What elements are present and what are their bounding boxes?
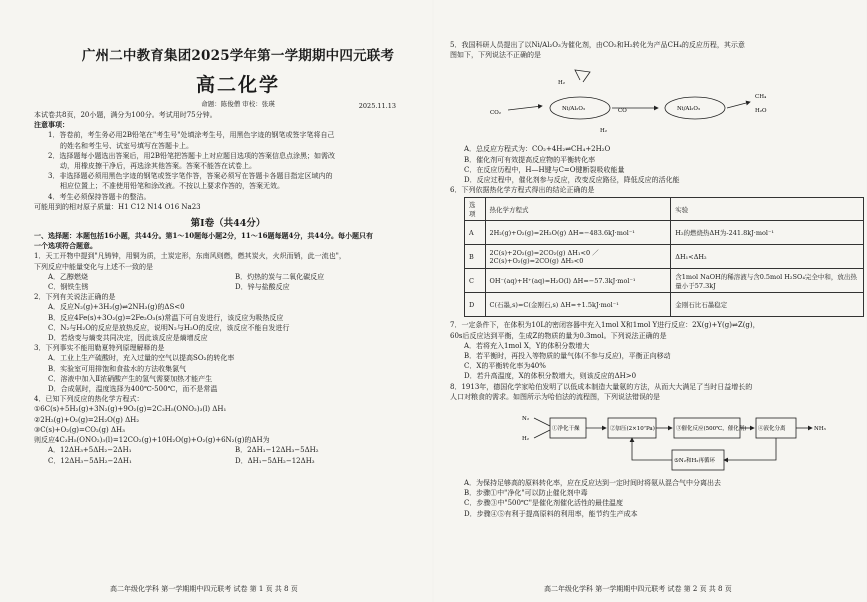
table-row — [465, 245, 864, 269]
exam-date: 2025.11.13 — [358, 102, 396, 110]
equation: ②2H₂(g)+O₂(g)=2H₂O(g) ΔH₂ — [34, 415, 140, 424]
notice-line: 2．选择题每小题选出答案后，用2B铅笔把答题卡上对应题目选项的答案信息点涂黑；如需改 — [48, 151, 336, 160]
option: D．ΔH₁−5ΔH₂−12ΔH₃ — [235, 456, 315, 465]
option: A．总反应方程式为：CO₂+4H₂⇌CH₄+2H₂O — [464, 145, 611, 154]
option: C．步骤③中"500℃"是催化剂催化活性的最佳温度 — [464, 499, 623, 508]
question-1-cont: 下列反应中能量变化与上述不一致的是 — [34, 262, 153, 271]
section-heading: 第Ⅰ卷（共44分） — [190, 218, 266, 230]
table-cell: H₂的燃烧热ΔH为-241.8kJ·mol⁻¹ — [671, 221, 864, 245]
table-header — [465, 198, 864, 221]
question-1: 1．天工开物中提到"凡铸钟，用铜为质，土炭定形，东南风则燃，燃其炭火，火炽而销，此一流也"， — [34, 252, 346, 261]
question-8-cont: 人口对粮食的需求。如图所示为哈伯法的流程图，下列说法错误的是 — [450, 392, 660, 401]
question-7: 7．一定条件下，在体积为10L的密闭容器中充入1mol X和1mol Y进行反应：2X(g)+Y(g)⇌Z(g)， — [450, 321, 760, 330]
option: C．钢铁生锈 — [48, 283, 89, 292]
question-3: 3．下列事实不能用勒夏特列原理解释的是 — [34, 344, 165, 353]
option: D．合成氨时，温度选择为400℃-500℃，而不是常温 — [48, 385, 218, 394]
question-2: 2．下列有关说法正确的是 — [34, 293, 116, 302]
question-4-cont: 则反应4C₃H₅(ONO₂)₃(l)=12CO₂(g)+10H₂O(g)+O₂(g)+6N₂(g)的ΔH为 — [34, 436, 270, 445]
option: B．若平衡时，再投入等物质的量气体(不参与反应)，平衡正向移动 — [464, 352, 671, 361]
exam-title: 广州二中教育集团2025学年第一学期期中四元联考 — [81, 48, 395, 64]
diagram-label: Ni/Al₂O₃ — [677, 106, 701, 113]
question-5: 5．我国科研人员提出了以Ni/Al₂O₃为催化剂，由CO₂和H₂转化为产品CH₄的反应历程，其示意 — [450, 41, 745, 49]
diagram-label: CO — [618, 108, 627, 115]
flame-icon — [575, 70, 590, 82]
option: A．反应N₂(g)+3H₂(g)⇌2NH₃(g)的ΔS<0 — [48, 303, 185, 312]
diagram-label: Ni/Al₂O₃ — [562, 106, 586, 113]
option: C．N₂与H₂O的反应是放热反应，说明N₂与H₂O的反应，该反应不能自发进行 — [48, 323, 290, 332]
flow-label: N₂ — [522, 416, 530, 423]
table-row — [465, 293, 864, 317]
question-8: 8．1913年，德国化学家哈伯发明了以低成本制造大量氨的方法，从而大大满足了当时日益增长的 — [450, 382, 753, 391]
table-cell: 2C(s)+2O₂(g)=2CO₂(g) ΔH₁<0 ／ 2C(s)+O₂(g)=2CO(g) ΔH₂<0 — [485, 245, 671, 269]
notice-head: 注意事项： — [34, 120, 69, 130]
table-cell: B — [465, 245, 486, 269]
page-2 — [434, 0, 866, 602]
notice-line: 的姓名和考生号、试室号填写在答题卡上。 — [60, 141, 193, 150]
flow-label: ②加压(2×10⁷Pa) — [610, 426, 655, 433]
equation: ③C(s)+O₂(g)=CO₂(g) ΔH₃ — [34, 425, 125, 434]
flowchart-svg — [450, 406, 850, 476]
table-header-cell: 实验 — [671, 198, 864, 221]
table-cell: ΔH₁<ΔH₂ — [671, 245, 864, 269]
part-instructions: 一、选择题：本题包括16小题，共44分。第1～10题每小题2分，11～16题每题4分，共44分。每小题只有 — [34, 231, 374, 241]
page-footer: 高二年级化学科 第一学期期中四元联考 试卷 第 2 页 共 8 页 — [544, 585, 732, 593]
table-cell: OH⁻(aq)+H⁺(aq)=H₂O(l) ΔH=−57.3kJ·mol⁻¹ — [485, 269, 671, 293]
option: B．反应4Fe(s)+3O₂(g)=2Fe₂O₃(s)常温下可自发进行，该反应为吸热反应 — [48, 313, 284, 322]
question-1-options — [34, 272, 422, 292]
option: B．2ΔH₁−12ΔH₃−5ΔH₂ — [235, 446, 319, 455]
flow-label: H₂ — [522, 436, 530, 443]
diagram-label: CO₂ — [490, 110, 501, 117]
flow-label: ①净化干燥 — [552, 426, 580, 433]
table-row — [465, 269, 864, 293]
option: A．12ΔH₃+5ΔH₂−2ΔH₁ — [48, 446, 132, 455]
flow-label: NH₃ — [814, 426, 826, 433]
author-line: 命题：陈俊僧 审校：张瑛 — [201, 100, 275, 108]
diagram-label: H₂O — [755, 108, 767, 115]
table-header-cell: 选项 — [465, 198, 486, 221]
intro: 本试卷共8页，20小题，满分为100分。考试用时75分钟。 — [34, 111, 217, 119]
notice-line: 1．答卷前，考生务必用2B铅笔在"考生号"处填涂考生号，用黑色字迹的钢笔或签字笔将自己 — [48, 131, 335, 140]
option: C．溶液中加入Ⅱ浓硝酸产生的氢气需要加热才能产生 — [48, 374, 213, 383]
table-cell: D — [465, 293, 486, 317]
option: A．若将充入1mol X，Y的体积分数增大 — [464, 341, 590, 350]
table-cell: 2H₂(g)+O₂(g)=2H₂O(g) ΔH=−483.6kJ·mol⁻¹ — [485, 221, 671, 245]
notice-line: 4．考生必须保持答题卡的整洁。 — [48, 192, 151, 201]
page-footer: 高二年级化学科 第一学期期中四元联考 试卷 第 1 页 共 8 页 — [110, 585, 298, 593]
option: B．催化剂可有效提高反应物的平衡转化率 — [464, 155, 596, 164]
flow-label: ④液化分离 — [758, 426, 786, 433]
part-instructions-cont: 一个选项符合题意。 — [34, 241, 97, 251]
notice-line: 动，用橡皮擦干净后，再选涂其他答案。答案不能答在试卷上。 — [60, 162, 256, 171]
option: D．步骤④⑤有利于提高原料的利用率，能节约生产成本 — [464, 509, 638, 518]
option: A．工业上生产硫酸时，充入过量的空气以提高SO₂的转化率 — [48, 354, 235, 363]
diagram-label: H₂ — [600, 128, 608, 135]
option: C．在反应历程中，H—H键与C=O键断裂吸收能量 — [464, 165, 625, 174]
table-cell: A — [465, 221, 486, 245]
option: A．乙醇燃烧 — [48, 272, 89, 281]
table-cell: C(石墨,s)=C(金刚石,s) ΔH=+1.5kJ·mol⁻¹ — [485, 293, 671, 317]
table-cell: 含1mol NaOH的稀溶液与含0.5mol H₂SO₄完全中和，放出热量小于57.3kJ — [671, 269, 864, 293]
mechanism-svg — [450, 62, 850, 142]
atomic-mass: 可能用到的相对原子质量：H1 C12 N14 O16 Na23 — [34, 202, 201, 211]
question-4: 4．已知下列反应的热化学方程式： — [34, 395, 144, 404]
option: A．为保持足够高的原料转化率，应在反应达到一定时间时将氨从混合气中分离出去 — [464, 479, 722, 488]
diagram-label: H₂ — [558, 80, 566, 87]
table-row — [465, 221, 864, 245]
notice-line: 相应位置上；不准使用铅笔和涂改液。不按以上要求作答的，答案无效。 — [60, 182, 284, 191]
question-6: 6．下列依据热化学方程式得出的结论正确的是 — [450, 186, 595, 195]
haber-process-flowchart — [450, 406, 854, 476]
equation: ①6C(s)+5H₂(g)+3N₂(g)+9O₂(g)=2C₃H₅(ONO₂)₃(l) ΔH₁ — [34, 405, 227, 414]
option: B．步骤①中"净化"可以防止催化剂中毒 — [464, 489, 588, 498]
option: D．若焓变与熵变共同决定，因此该反应是熵增反应 — [48, 334, 208, 343]
question-4-options — [34, 445, 422, 465]
option: D．锌与盐酸反应 — [235, 283, 290, 292]
option: D．反应过程中，催化剂参与反应，改变反应路径，降低反应的活化能 — [464, 176, 680, 185]
question-7-cont: 60s后反应达到平衡，生成Z的物质的量为0.3mol。下列说法正确的是 — [450, 331, 667, 340]
notice-line: 3．非选择题必须用黑色字迹的钢笔或签字笔作答，答案必须写在答题卡各题目指定区域内的 — [48, 172, 333, 181]
page-1 — [0, 0, 432, 602]
option: C．12ΔH₃−5ΔH₂−2ΔH₁ — [48, 456, 132, 465]
diagram-label: CH₄ — [755, 94, 767, 101]
table-cell: 金刚石比石墨稳定 — [671, 293, 864, 317]
table-header-cell: 热化学方程式 — [485, 198, 671, 221]
option: B．实验室可用排饱和食盐水的方法收集氯气 — [48, 364, 187, 373]
table-cell: C — [465, 269, 486, 293]
question-6-table — [464, 197, 864, 317]
option: B．灼热的炭与二氧化碳反应 — [235, 272, 325, 281]
flow-label: ⑤N₂和H₂再循环 — [674, 458, 715, 465]
question-5-cont: 图如下，下列说法不正确的是 — [450, 51, 541, 60]
reaction-mechanism-diagram — [450, 62, 854, 142]
option: C．X的平衡转化率为40% — [464, 362, 546, 371]
subject-title: 高二化学 — [195, 74, 280, 96]
option: D．若升高温度，X的体积分数增大，则该反应的ΔH>0 — [464, 372, 637, 381]
flow-label: ③催化反应(500℃，催化剂) — [676, 426, 747, 433]
